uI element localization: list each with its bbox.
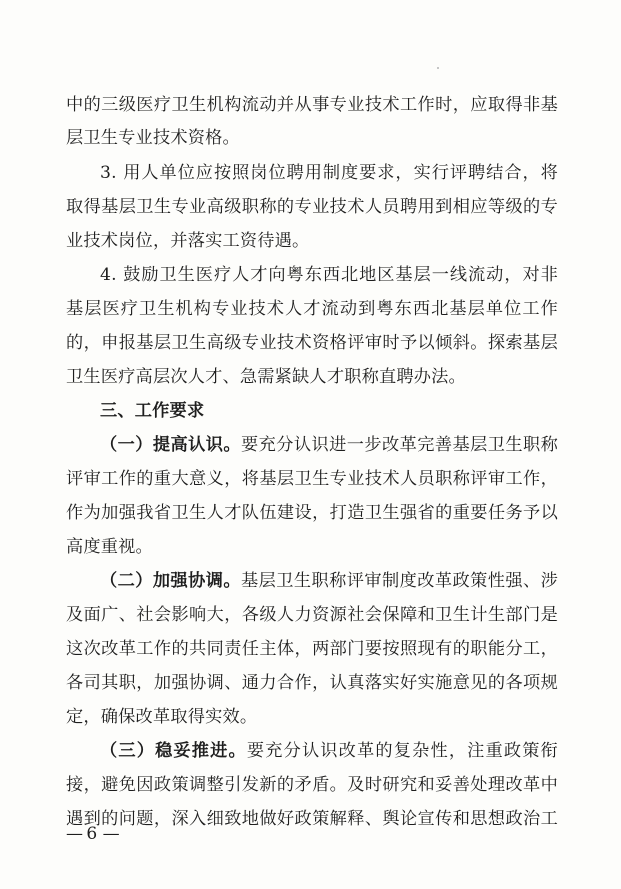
body-line: 及面广、社会影响大，各级人力资源社会保障和卫生计生部门是 [66,605,558,625]
body-line: 评审工作的重大意义，将基层卫生专业技术人员职称评审工作， [66,469,558,489]
body-line: 各司其职，加强协调、通力合作，认真落实好实施意见的各项规 [66,673,558,693]
paragraph-lead: （二）加强协调。 [100,571,241,591]
footer-dash-right: — [102,824,118,844]
body-line: 定，确保改革取得实效。 [66,707,258,727]
body-line [100,736,558,766]
body-line: 遇到的问题，深入细致地做好政策解释、舆论宣传和思想政治工 [66,809,558,829]
body-line: 中的三级医疗卫生机构流动并从事专业技术工作时，应取得非基 [66,95,558,115]
page-footer [66,822,118,846]
section-heading: 三、工作要求 [100,401,205,421]
footer-dash-left: — [66,824,81,844]
body-line [100,566,558,596]
body-line: 基层医疗卫生机构专业技术人才流动到粤东西北基层单位工作 [66,299,558,319]
body-line: 卫生医疗高层次人才、急需紧缺人才职称直聘办法。 [66,367,466,387]
body-line: 层卫生专业技术资格。 [66,128,240,148]
body-line [100,430,558,460]
page-number: 6 [86,824,98,844]
paragraph-lead: （一）提高认识。 [100,435,241,455]
paragraph-text: 基层卫生职称评审制度改革政策性强、涉 [241,571,558,591]
paragraph-text: 要充分认识改革的复杂性，注重政策衔 [246,741,558,761]
body-line: 这次改革工作的共同责任主体，两部门要按照现有的职能分工， [66,639,558,659]
body-line: 4. 鼓励卫生医疗人才向粤东西北地区基层一线流动，对非 [100,265,558,285]
body-line: 业技术岗位，并落实工资待遇。 [66,231,310,251]
scan-speck [437,67,439,69]
body-line: 3. 用人单位应按照岗位聘用制度要求，实行评聘结合，将 [100,163,558,183]
paragraph-text: 要充分认识进一步改革完善基层卫生职称 [241,435,558,455]
body-line: 接，避免因政策调整引发新的矛盾。及时研究和妥善处理改革中 [66,775,558,795]
body-line: 作为加强我省卫生人才队伍建设，打造卫生强省的重要任务予以 [66,503,558,523]
body-line: 的，申报基层卫生高级专业技术资格评审时予以倾斜。探索基层 [66,333,558,353]
body-line: 高度重视。 [66,537,153,557]
body-line: 取得基层卫生专业高级职称的专业技术人员聘用到相应等级的专 [66,197,558,217]
paragraph-lead: （三）稳妥推进。 [100,741,247,761]
